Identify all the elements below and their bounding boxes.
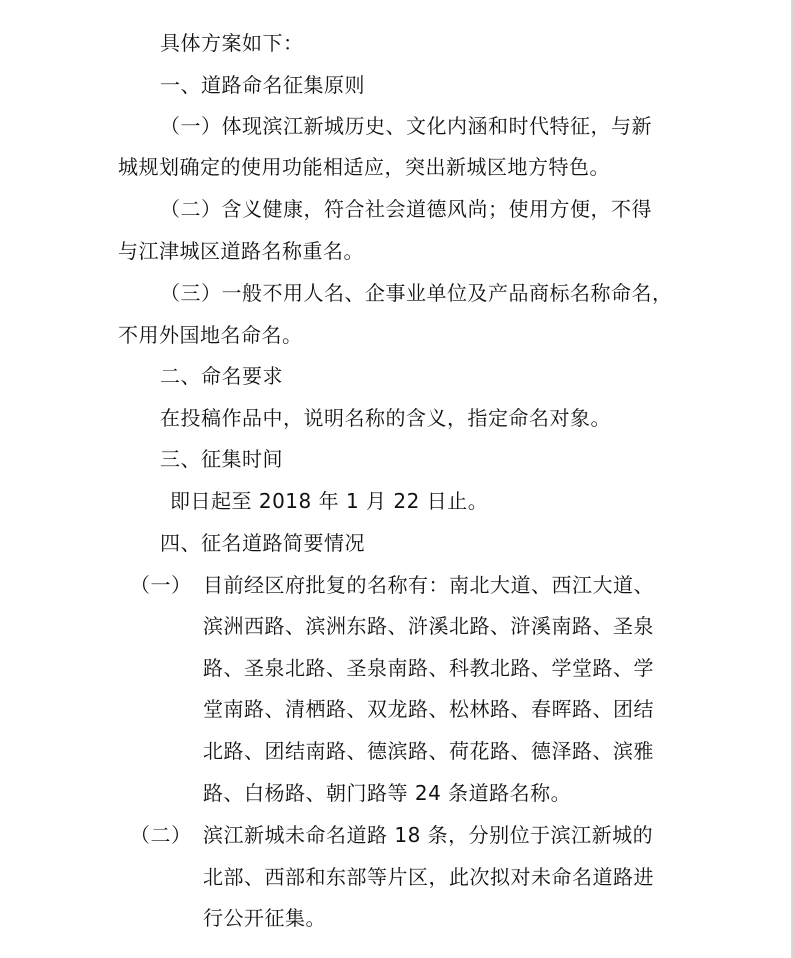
paragraph-line: 在投稿作品中，说明名称的含义，指定命名对象。 — [160, 406, 611, 430]
paragraph-line: 与江津城区道路名称重名。 — [118, 239, 364, 263]
list-item-line: 行公开征集。 — [203, 906, 326, 930]
paragraph-line: 不用外国地名命名。 — [118, 323, 303, 347]
list-item-line: 滨江新城未命名道路 18 条，分别位于滨江新城的 — [203, 823, 654, 847]
list-item-line: 滨洲西路、滨洲东路、浒溪北路、浒溪南路、圣泉 — [203, 614, 654, 638]
section-heading-1: 一、道路命名征集原则 — [160, 73, 365, 97]
section-heading-4: 四、征名道路简要情况 — [160, 531, 365, 555]
paragraph-line: （二）含义健康，符合社会道德风尚；使用方便，不得 — [160, 197, 652, 221]
paragraph-line: 城规划确定的使用功能相适应，突出新城区地方特色。 — [118, 155, 610, 179]
list-item-line: 路、白杨路、朝门路等 24 条道路名称。 — [203, 781, 572, 805]
list-item-line: 目前经区府批复的名称有：南北大道、西江大道、 — [203, 573, 654, 597]
list-item-line: 路、圣泉北路、圣泉南路、科教北路、学堂路、学 — [203, 656, 654, 680]
intro-line: 具体方案如下： — [160, 31, 304, 55]
list-item-line: 北部、西部和东部等片区，此次拟对未命名道路进 — [203, 865, 654, 889]
section-heading-3: 三、征集时间 — [160, 447, 283, 471]
list-item-line: 北路、团结南路、德滨路、荷花路、德泽路、滨雅 — [203, 739, 654, 763]
paragraph-line: （一）体现滨江新城历史、文化内涵和时代特征，与新 — [160, 114, 652, 138]
list-item-line: 堂南路、清栖路、双龙路、松林路、春晖路、团结 — [203, 697, 654, 721]
list-marker: （一） — [130, 573, 192, 597]
paragraph-line: 即日起至 2018 年 1 月 22 日止。 — [170, 489, 489, 513]
list-marker: （二） — [130, 823, 192, 847]
paragraph-line: （三）一般不用人名、企事业单位及产品商标名称命名， — [160, 281, 673, 305]
section-heading-2: 二、命名要求 — [160, 364, 283, 388]
